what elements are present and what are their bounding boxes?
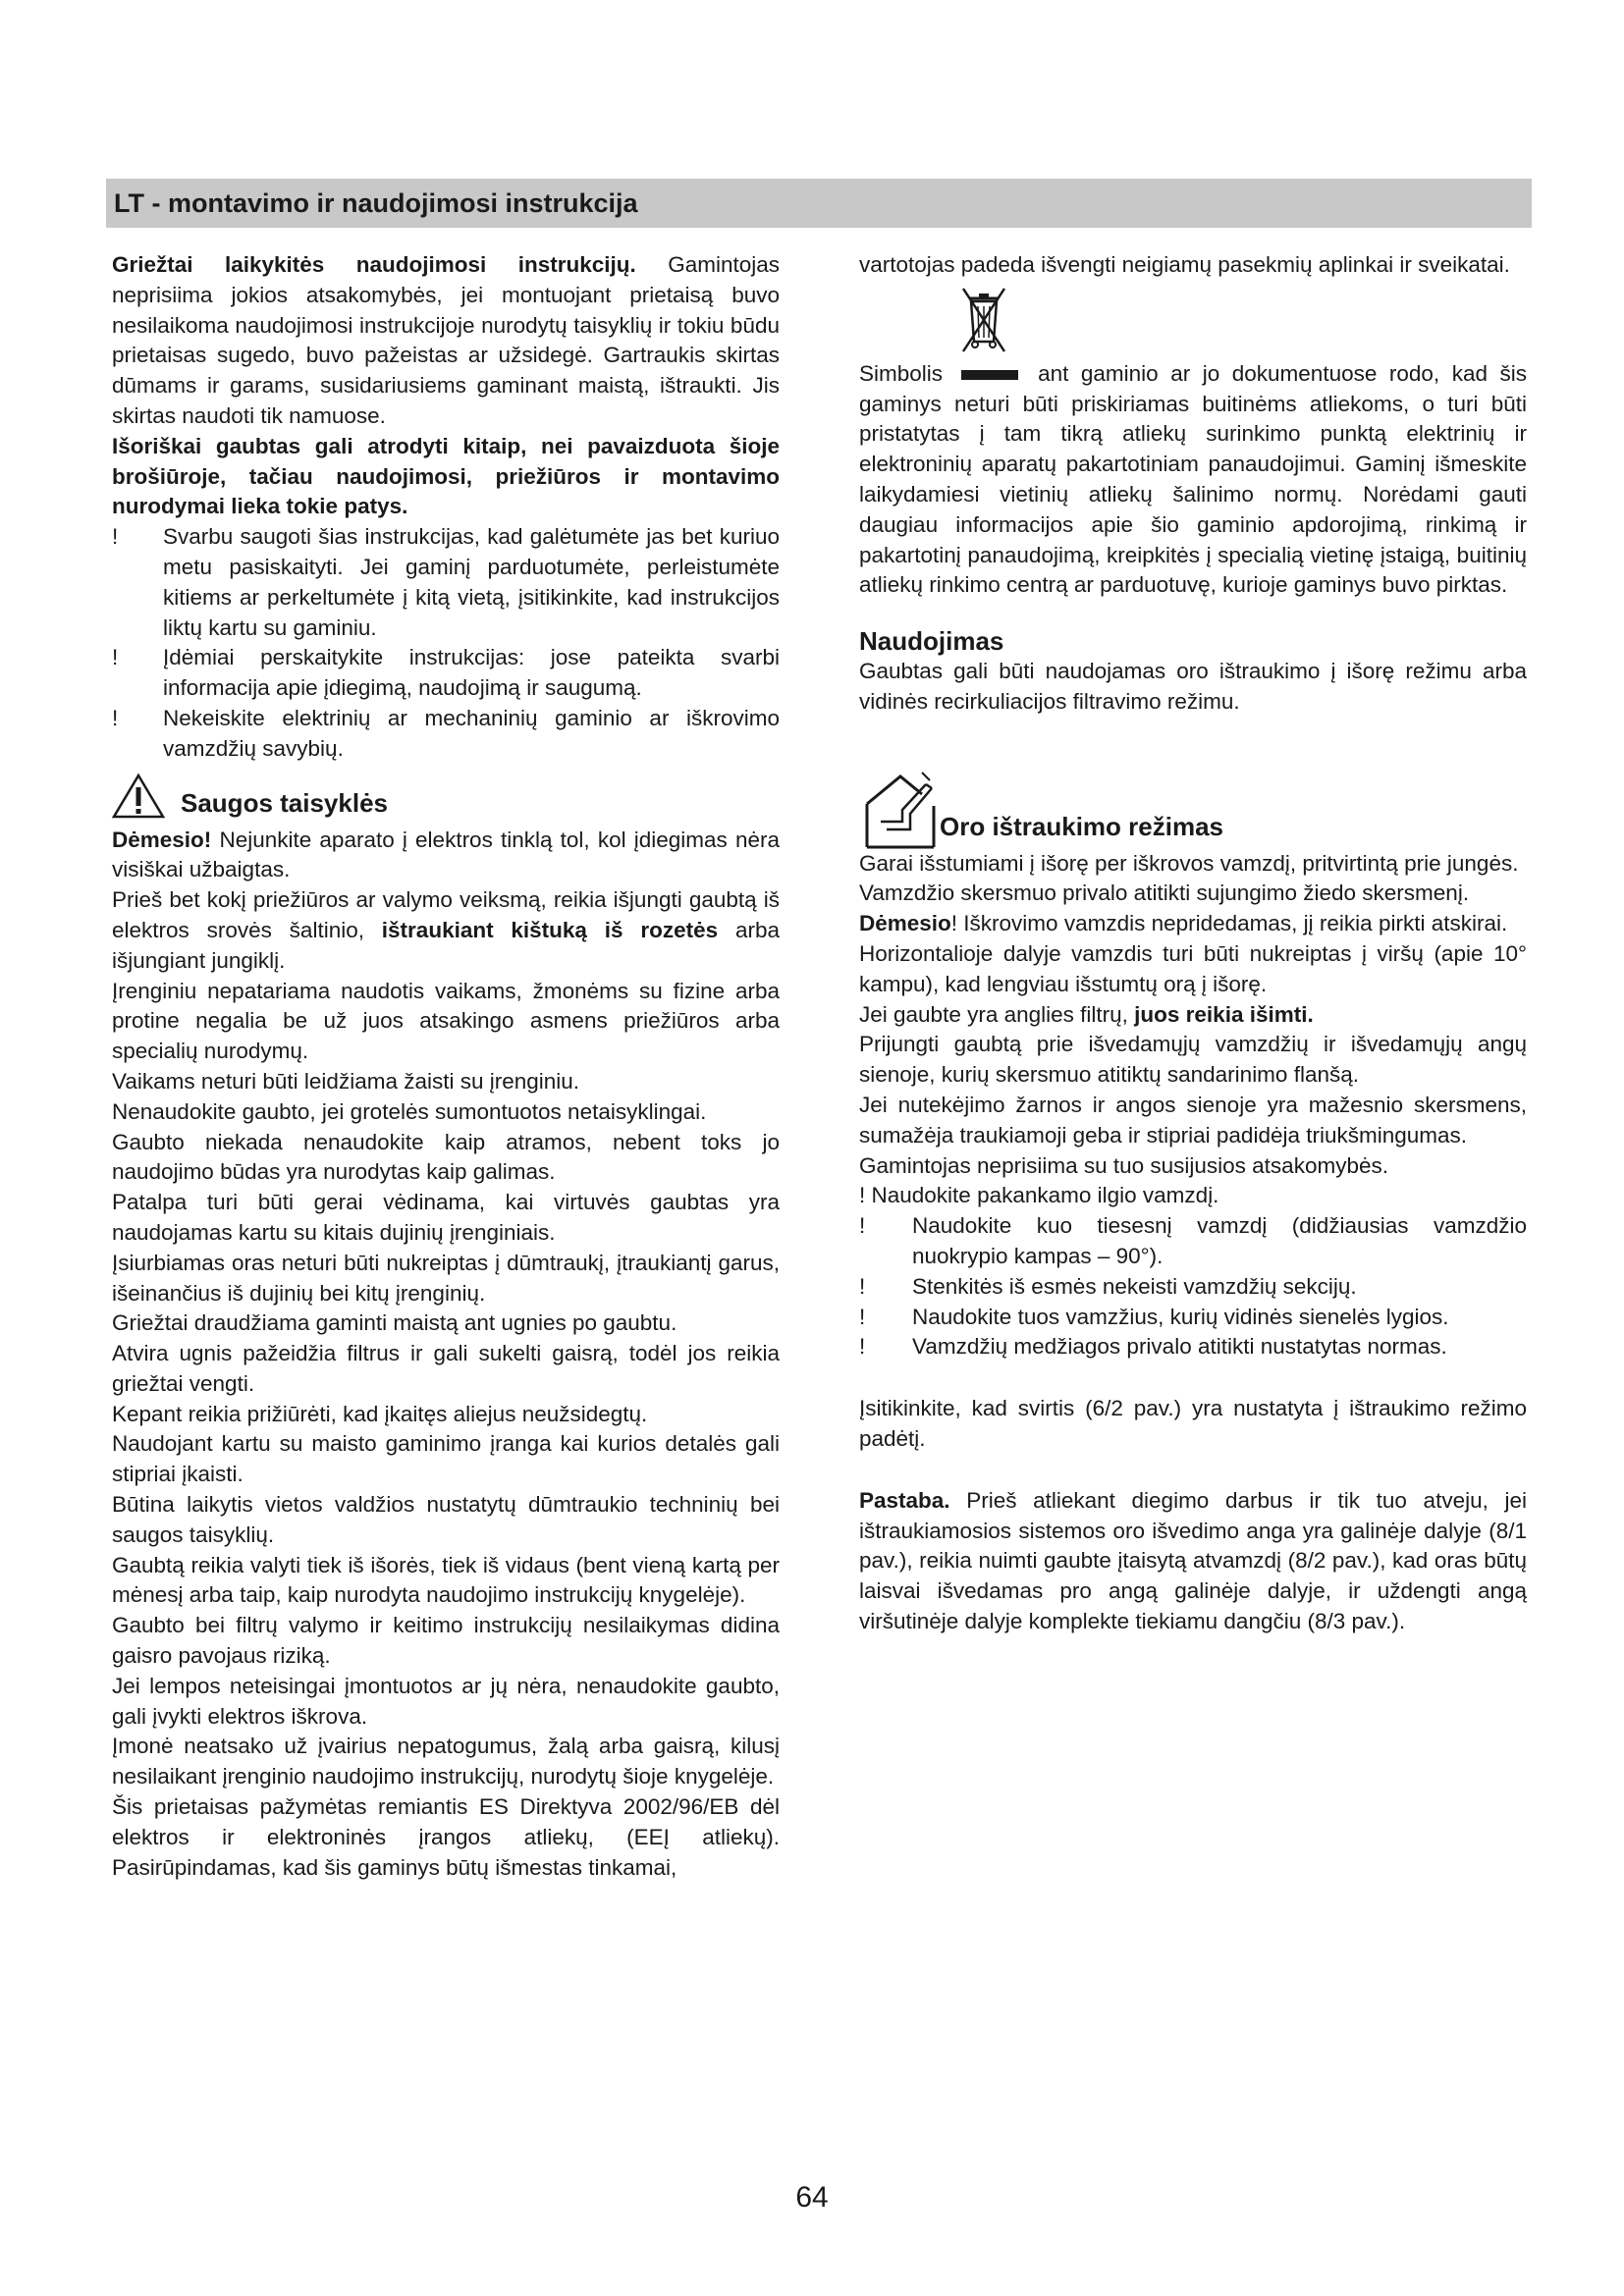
safety-heading bbox=[112, 786, 780, 826]
list-item-text: Įdėmiai perskaitykite instrukcijas: jose pateikta svarbi informacija apie įdiegimą, naudojimą ir saugumą. bbox=[163, 645, 780, 701]
extract-paragraph: Gamintojas neprisiima su tuo susijusios atsakomybės. bbox=[859, 1152, 1388, 1178]
bullet-mark: ! bbox=[859, 1213, 866, 1239]
safety-paragraph: Gaubto niekada nenaudokite kaip atramos, nebent toks jo naudojimo būdas yra nurodytas kaip galimas. bbox=[112, 1129, 780, 1185]
list-item: ! Naudokite pakankamo ilgio vamzdį. bbox=[859, 1183, 1219, 1208]
safety-paragraph: Atvira ugnis pažeidžia filtrus ir gali sukelti gaisrą, todėl jos reikia griežtai vengti. bbox=[112, 1341, 780, 1396]
safety-paragraph: Vaikams neturi būti leidžiama žaisti su įrenginiu. bbox=[112, 1068, 580, 1094]
black-bar-icon bbox=[961, 370, 1018, 380]
use-text: Gaubtas gali būti naudojamas oro ištraukimo į išorę režimu arba vidinės recirkuliacijos filtravimo režimu. bbox=[859, 658, 1527, 714]
safety-paragraph: Įrenginiu nepatariama naudotis vaikams, žmonėms su fizine arba protine negalia be už juos atsakingo asmens priežiūros arba specialių nurodymų. bbox=[112, 978, 780, 1064]
bullet-mark: ! bbox=[859, 1273, 866, 1299]
intro-text: Gamintojas neprisiima jokios atsakomybės, jei montuojant prietaisą buvo nesilaikoma naudojimosi instrukcijoje nurodytų taisyklių ir tokiu būdu prietaisas sugedo, buvo pažeistas ar užsidegė. Gartraukis skirtas dūmams ir garams, susidariusiems gaminant maistą, ištraukti. Jis skirtas naudoti tik namuose. bbox=[112, 252, 780, 428]
safety-paragraph: Šis prietaisas pažymėtas remiantis ES Direktyva 2002/96/EB dėl elektros ir elektroninės įrangos atliekų, (EEĮ atliekų). Pasirūpindamas, kad šis gaminys būtų išmestas tinkamai, bbox=[112, 1794, 780, 1880]
safety-paragraph: Naudojant kartu su maisto gaminimo įranga kai kurios detalės gali stipriai įkaisti. bbox=[112, 1431, 780, 1487]
list-item bbox=[859, 1211, 1527, 1272]
extract-paragraph: Horizontalioje dalyje vamzdis turi būti nukreiptas į viršų (apie 10° kampu), kad lengviau išstumtų orą į išorę. bbox=[859, 940, 1527, 996]
safety-paragraph: Būtina laikytis vietos valdžios nustatytų dūmtraukio techninių bei saugos taisyklių. bbox=[112, 1492, 780, 1547]
section-header bbox=[106, 179, 1532, 228]
safety-title: Saugos taisyklės bbox=[181, 787, 388, 818]
safety-paragraph: Gaubto bei filtrų valymo ir keitimo instrukcijų nesilaikymas didina gaisro pavojaus riziką. bbox=[112, 1613, 780, 1669]
unplug-text-bold: ištraukiant kištuką iš rozetės bbox=[381, 917, 719, 942]
attention-text: Nejunkite aparato į elektros tinklą tol, kol įdiegimas nėra visiškai užbaigtas. bbox=[112, 827, 780, 882]
filter-text-bold: juos reikia išimti. bbox=[1134, 1001, 1314, 1027]
weee-continuation: vartotojas padeda išvengti neigiamų pasekmių aplinkai ir sveikatai. bbox=[859, 252, 1510, 277]
header-title: LT - montavimo ir naudojimosi instrukcija bbox=[114, 188, 638, 218]
symbol-text-a: Simbolis bbox=[859, 360, 944, 386]
unplug-text-a: Prieš bet kokį priežiūros ar valymo veiksmą, reikia išjungti gaubtą iš elektros srovės šaltinio, bbox=[112, 887, 780, 942]
safety-paragraph: Nenaudokite gaubto, jei grotelės sumontuotos netaisyklingai. bbox=[112, 1098, 707, 1124]
list-item-text: Svarbu saugoti šias instrukcijas, kad galėtumėte jas bet kuriuo metu pasiskaityti. Jei gaminį parduotumėte, perleistumėte kitiems ar perkeltumėte į kitą vietą, įsitikinkite, kad instrukcijos liktų kartu su gaminiu. bbox=[163, 524, 780, 640]
safety-paragraph: Įsiurbiamas oras neturi būti nukreiptas į dūmtraukį, įtraukiantį garus, išeinančius iš dujinių bei kitų įrenginių. bbox=[112, 1250, 780, 1306]
bullet-mark: ! bbox=[859, 1334, 866, 1360]
list-item bbox=[859, 1332, 1527, 1362]
list-item bbox=[112, 704, 780, 765]
notice-paragraph: Išoriškai gaubtas gali atrodyti kitaip, nei pavaizduota šioje brošiūroje, tačiau naudojimosi, priežiūros ir montavimo nurodymai lieka tokie patys. bbox=[112, 433, 780, 519]
extract-paragraph: Prijungti gaubtą prie išvedamųjų vamzdžių ir išvedamųjų angų sienoje, kurių skersmuo atitiktų sandarinimo flanšą. bbox=[859, 1032, 1527, 1088]
weee-icon-area bbox=[859, 281, 1527, 359]
intro-bold: Griežtai laikykitės naudojimosi instrukcijų. bbox=[112, 252, 636, 277]
extract-heading bbox=[859, 776, 1527, 849]
safety-paragraph: Griežtai draudžiama gaminti maistą ant ugnies po gaubtu. bbox=[112, 1310, 677, 1336]
bullet-mark: ! bbox=[112, 705, 119, 730]
list-item bbox=[859, 1272, 1527, 1303]
warning-triangle-icon bbox=[112, 773, 165, 820]
note-text: Prieš atliekant diegimo darbus ir tik tuo atveju, jei ištraukiamosios sistemos oro išvedimo anga yra galinėje dalyje (8/1 pav.), reikia nuimti gaubte įtaisytą atvamzdį (8/2 pav.), kad oras būtų laisvai išvedamas pro angą galinėje dalyje, ir uždengti angą viršutinėje dalyje komplekte tiekiamu dangčiu (8/3 pav.). bbox=[859, 1487, 1527, 1633]
crossed-bin-icon bbox=[957, 281, 1010, 355]
symbol-paragraph bbox=[859, 359, 1527, 601]
attention-label: Dėmesio bbox=[859, 911, 951, 936]
unplug-paragraph bbox=[112, 885, 780, 976]
extract-paragraph: Vamzdžio skersmuo privalo atitikti sujungimo žiedo skersmenį. bbox=[859, 881, 1470, 906]
right-column bbox=[859, 250, 1527, 1637]
list-item-text: Naudokite tuos vamzžius, kurių vidinės sienelės lygios. bbox=[912, 1304, 1449, 1329]
list-item-text: Naudokite kuo tiesesnį vamzdį (didžiausias vamzdžio nuokrypio kampas – 90°). bbox=[912, 1213, 1527, 1268]
safety-paragraph: Jei lempos neteisingai įmontuotos ar jų nėra, nenaudokite gaubto, gali įvykti elektros iškrova. bbox=[112, 1673, 780, 1729]
unplug-text-c: arba išjungiant jungiklį. bbox=[112, 917, 780, 973]
safety-paragraph: Kepant reikia prižiūrėti, kad įkaitęs aliejus neužsidegtų. bbox=[112, 1401, 648, 1426]
lever-paragraph: Įsitikinkite, kad svirtis (6/2 pav.) yra nustatyta į ištraukimo režimo padėtį. bbox=[859, 1396, 1527, 1451]
list-item-text: Vamzdžių medžiagos privalo atitikti nustatytas normas. bbox=[912, 1334, 1447, 1360]
intro-paragraph bbox=[112, 250, 780, 432]
list-item bbox=[112, 522, 780, 643]
safety-paragraph: Patalpa turi būti gerai vėdinama, kai virtuvės gaubtas yra naudojamas kartu su kitais dujinių įrenginiais. bbox=[112, 1190, 780, 1245]
list-item bbox=[859, 1303, 1527, 1333]
safety-paragraph: Gaubtą reikia valyti tiek iš išorės, tiek iš vidaus (bent vieną kartą per mėnesį arba taip, kaip nurodyta naudojimo instrukcijų knygelėje). bbox=[112, 1552, 780, 1608]
extract-paragraph bbox=[859, 909, 1527, 939]
use-title: Naudojimas bbox=[859, 626, 1004, 657]
bullet-mark: ! bbox=[112, 524, 119, 550]
list-item-text: Stenkitės iš esmės nekeisti vamzdžių sekcijų. bbox=[912, 1273, 1357, 1299]
attention-paragraph bbox=[112, 826, 780, 886]
symbol-text-b: ant gaminio ar jo dokumentuose rodo, kad šis gaminys neturi būti priskiriamas buitinėms atliekoms, o turi būti pristatytas į tam tikrą atliekų surinkimo punktą elektrinių ir elektroninių aparatų pakartotiniam panaudojimui. Gaminį išmeskite laikydamiesi vietinių atliekų šalinimo normų. Norėdami gauti daugiau informacijos apie šio gaminio apdorojimą, rinkimą ir pakartotinį panaudojimą, kreipkitės į specialią vietinę įstaigą, buitinių atliekų rinkimo centrą ar parduotuvę, kurioje gaminys buvo pirktas. bbox=[859, 360, 1527, 598]
bullet-mark: ! bbox=[112, 645, 119, 670]
bullet-mark: ! bbox=[859, 1304, 866, 1329]
extract-title: Oro ištraukimo režimas bbox=[940, 811, 1223, 841]
attention-label: Dėmesio! bbox=[112, 827, 212, 852]
attention-text: ! Iškrovimo vamzdis nepridedamas, jį reikia pirkti atskirai. bbox=[950, 911, 1508, 936]
note-label: Pastaba. bbox=[859, 1487, 950, 1513]
filter-text-a: Jei gaubte yra anglies filtrų, bbox=[859, 1001, 1135, 1027]
safety-paragraph: Įmonė neatsako už įvairius nepatogumus, žalą arba gaisrą, kilusį nesilaikant įrenginio naudojimo instrukcijų, nurodytų šioje knygelėje. bbox=[112, 1734, 780, 1789]
list-item-text: Nekeiskite elektrinių ar mechaninių gaminio ar iškrovimo vamzdžių savybių. bbox=[163, 705, 780, 761]
extract-paragraph bbox=[859, 1000, 1527, 1031]
left-column bbox=[112, 250, 780, 1883]
list-item bbox=[112, 643, 780, 704]
extract-paragraph: Jei nutekėjimo žarnos ir angos sienoje yra mažesnio skersmens, sumažėja traukiamoji geba ir stipriai padidėja triukšmingumas. bbox=[859, 1092, 1527, 1148]
extract-paragraph: Garai išstumiami į išorę per iškrovos vamzdį, pritvirtintą prie jungės. bbox=[859, 850, 1519, 876]
page-number: 64 bbox=[795, 2181, 829, 2214]
note-paragraph bbox=[859, 1486, 1527, 1637]
house-vent-icon bbox=[861, 767, 949, 855]
